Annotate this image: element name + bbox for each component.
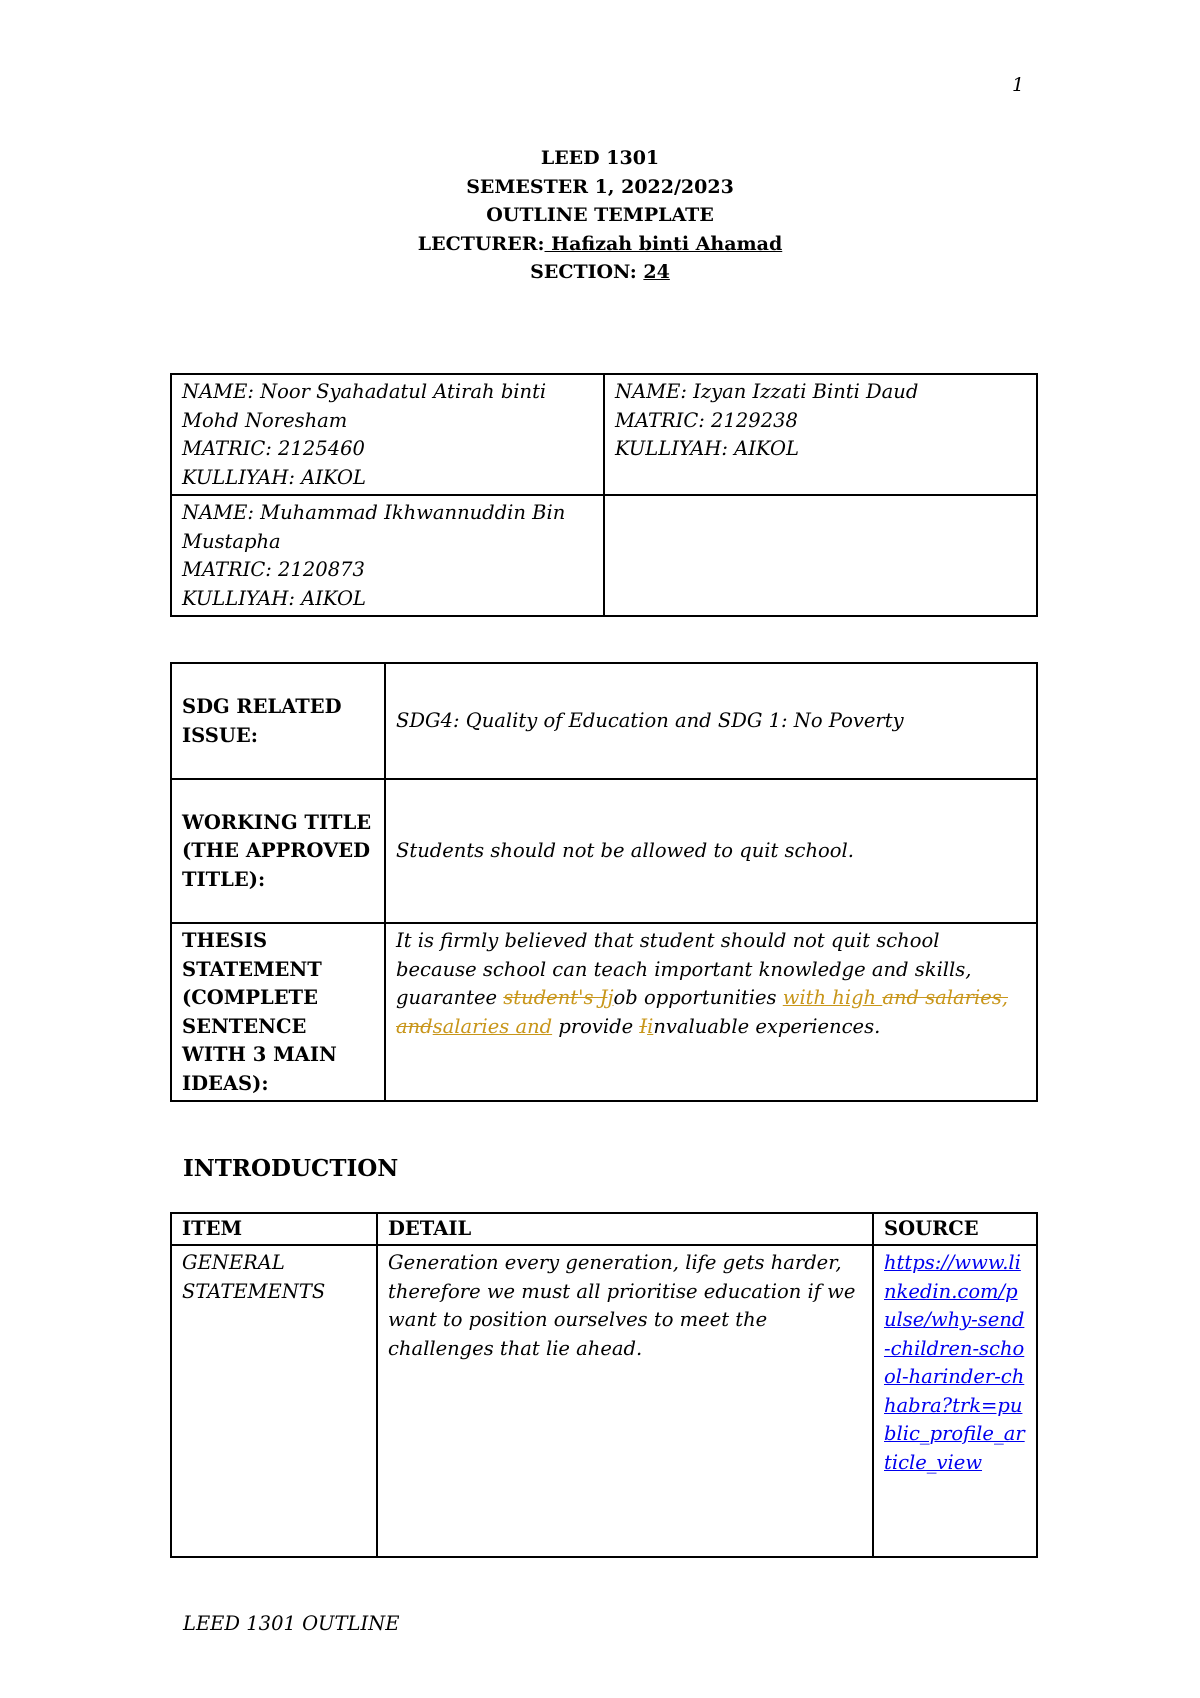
- thesis-text: provide: [552, 1014, 640, 1038]
- column-header-item: ITEM: [171, 1213, 377, 1245]
- tracked-deletion: and salaries, and: [396, 986, 1008, 1038]
- page-footer: LEED 1301 OUTLINE: [183, 1612, 400, 1635]
- page-number: 1: [1012, 74, 1025, 96]
- member-kulliyah: KULLIYAH: AIKOL: [182, 586, 366, 610]
- lecturer-name: Hafizah binti Ahamad: [544, 232, 783, 255]
- members-table: [170, 373, 1038, 617]
- section-label: SECTION:: [530, 261, 644, 284]
- working-title-value: Students should not be allowed to quit school.: [385, 779, 1037, 923]
- source-link[interactable]: https://www.linkedin.com/pulse/why-send-children-school-harinder-chhabra?trk=public_profile_article_view: [884, 1251, 1025, 1474]
- introduction-heading: INTRODUCTION: [183, 1155, 399, 1182]
- member-name: NAME: Izyan Izzati Binti Daud: [615, 380, 919, 403]
- template-title: OUTLINE TEMPLATE: [486, 204, 714, 227]
- item-cell: GENERAL STATEMENTS: [171, 1245, 377, 1557]
- thesis-statement: [385, 923, 1037, 1101]
- column-header-detail: DETAIL: [377, 1213, 873, 1245]
- member-cell: [171, 374, 604, 495]
- thesis-label: THESIS STATEMENT (COMPLETE SENTENCE WITH 3 MAIN IDEAS):: [171, 923, 385, 1101]
- member-matric: MATRIC: 2125460: [182, 437, 365, 460]
- sdg-table: [170, 662, 1038, 1102]
- course-code: LEED 1301: [540, 147, 660, 169]
- member-kulliyah: KULLIYAH: AIKOL: [182, 465, 366, 489]
- member-matric: MATRIC: 2120873: [182, 558, 365, 581]
- tracked-insertion: salaries and: [432, 1014, 553, 1038]
- tracked-deletion: I: [639, 1014, 648, 1038]
- empty-member-cell: [604, 495, 1037, 616]
- working-title-label: WORKING TITLE (THE APPROVED TITLE):: [171, 779, 385, 923]
- lecturer-line: [0, 230, 1200, 259]
- member-name: NAME: Noor Syahadatul Atirah binti Mohd Noresham: [182, 380, 547, 432]
- tracked-insertion: with high: [782, 986, 883, 1009]
- column-header-source: SOURCE: [873, 1213, 1037, 1245]
- member-cell: [171, 495, 604, 616]
- thesis-text: nvaluable experiences.: [653, 1014, 881, 1038]
- tracked-insertion: j: [607, 986, 614, 1009]
- lecturer-label: LECTURER:: [417, 232, 545, 255]
- semester: SEMESTER 1, 2022/2023: [466, 175, 734, 198]
- tracked-insertion: i: [647, 1014, 654, 1038]
- member-cell: [604, 374, 1037, 495]
- section-value: 24: [643, 261, 670, 284]
- document-header: [0, 144, 1200, 287]
- sdg-issue-value: SDG4: Quality of Education and SDG 1: No Poverty: [385, 663, 1037, 779]
- source-cell: [873, 1245, 1037, 1557]
- member-kulliyah: KULLIYAH: AIKOL: [615, 437, 799, 460]
- sdg-issue-label: SDG RELATED ISSUE:: [171, 663, 385, 779]
- detail-cell: Generation every generation, life gets harder, therefore we must all prioritise education if we want to position ourselves to meet the challenges that lie ahead.: [377, 1245, 873, 1557]
- thesis-text: It is firmly believed that student should not quit school because school can teach important knowledge and skills, guarantee: [396, 929, 972, 1009]
- thesis-text: ob opportunities: [613, 986, 783, 1009]
- member-name: NAME: Muhammad Ikhwannuddin Bin Mustapha: [182, 501, 566, 553]
- introduction-table: [170, 1212, 1038, 1558]
- member-matric: MATRIC: 2129238: [615, 408, 798, 432]
- section-line: [0, 258, 1200, 287]
- tracked-deletion: student's J: [503, 986, 608, 1009]
